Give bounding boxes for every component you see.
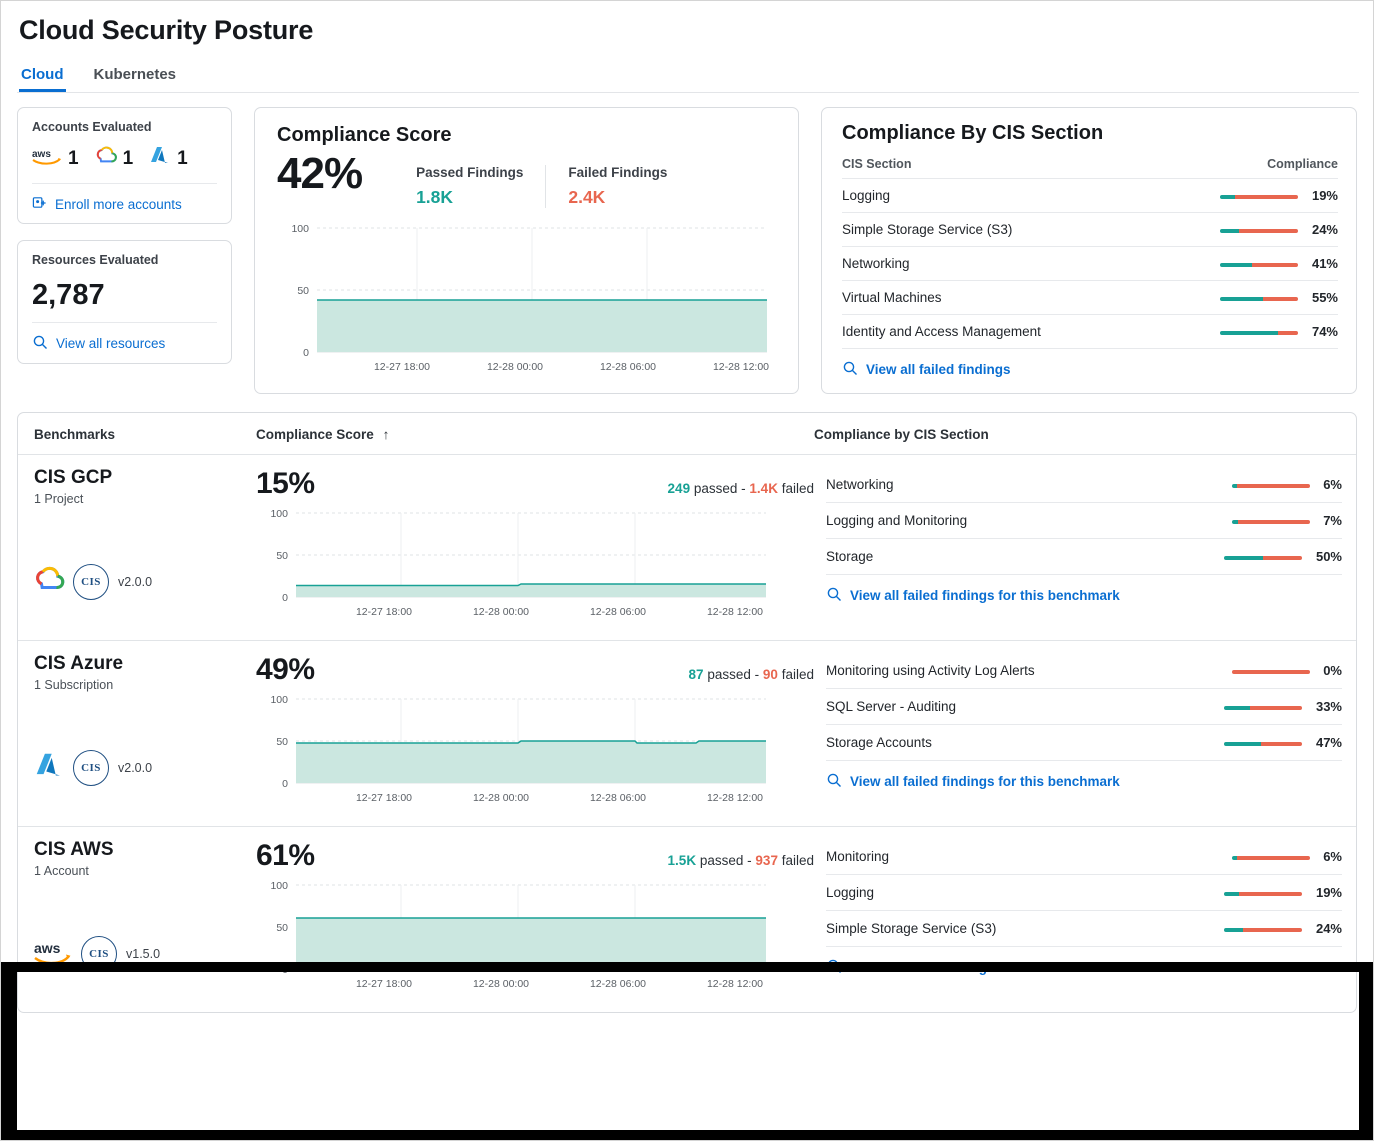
compliance-bar — [1224, 892, 1302, 896]
passed-findings-label: Passed Findings — [416, 165, 524, 180]
failed-count: 90 — [762, 667, 778, 682]
passed-count: 87 — [688, 667, 704, 682]
svg-text:100: 100 — [291, 223, 309, 235]
screen-edge-left — [1, 962, 17, 1140]
benchmark-cis-table — [826, 653, 1342, 761]
svg-text:12-28 00:00: 12-28 00:00 — [472, 606, 530, 618]
benchmark-cis-table — [826, 467, 1342, 575]
passed-count: 249 — [667, 481, 691, 496]
benchmark-trend-chart-azure — [256, 691, 776, 811]
sort-asc-icon[interactable]: ↑ — [382, 427, 390, 442]
accounts-evaluated-card — [17, 107, 232, 224]
view-all-failed-findings-link[interactable] — [842, 348, 1338, 385]
view-all-resources-label: View all resources — [56, 336, 166, 351]
cis-seal-icon: CIS — [73, 750, 109, 786]
failed-findings-value: 2.4K — [568, 187, 606, 207]
cis-seal-icon: CIS — [81, 936, 117, 972]
cis-section-value: 6% — [1323, 477, 1342, 492]
view-failed-findings-benchmark-label: View all failed findings for this benchmark — [850, 588, 1120, 603]
benchmark-percent: 61% — [256, 839, 315, 872]
passed-word: passed — [699, 853, 744, 868]
compliance-bar — [1220, 229, 1298, 233]
cis-section-name: Logging — [842, 179, 1154, 213]
tab-kubernetes[interactable]: Kubernetes — [93, 66, 177, 83]
view-failed-findings-benchmark-link[interactable] — [826, 575, 1342, 611]
svg-text:12-28 12:00: 12-28 12:00 — [706, 792, 764, 804]
cis-section-name: Storage — [826, 539, 1107, 575]
failed-count: 937 — [755, 853, 778, 868]
table-row — [842, 213, 1338, 247]
benchmark-info — [34, 653, 256, 816]
cis-section-value: 24% — [1315, 921, 1342, 936]
compliance-bar — [1232, 484, 1310, 488]
cis-section-value: 19% — [1311, 188, 1338, 203]
compliance-bar — [1224, 706, 1302, 710]
cis-section-table — [842, 157, 1338, 348]
svg-text:50: 50 — [276, 922, 288, 934]
svg-text:12-28 00:00: 12-28 00:00 — [486, 361, 544, 373]
benchmark-name: CIS AWS — [34, 839, 114, 860]
failed-count: 1.4K — [749, 481, 778, 496]
cis-section-value: 24% — [1311, 222, 1338, 237]
benchmark-scope: 1 Subscription — [34, 678, 114, 692]
benchmark-score — [256, 653, 814, 816]
svg-text:50: 50 — [276, 736, 288, 748]
table-row — [826, 503, 1342, 539]
summary-row — [1, 93, 1373, 394]
tab-bar — [17, 60, 1359, 93]
table-row — [842, 281, 1338, 315]
screen-edge-top-strip — [1, 962, 1374, 972]
benchmark-version: v2.0.0 — [118, 761, 153, 775]
compliance-score-card — [254, 107, 799, 394]
benchmark-logos — [34, 564, 256, 600]
cis-section-name: Logging and Monitoring — [826, 503, 1107, 539]
svg-text:12-28 06:00: 12-28 06:00 — [589, 606, 647, 618]
table-row — [842, 179, 1338, 213]
benchmark-row-azure — [18, 641, 1356, 827]
cis-section-name: Logging — [826, 875, 1131, 911]
table-row — [842, 247, 1338, 281]
cis-section-name: SQL Server - Auditing — [826, 689, 1156, 725]
compliance-score-chart — [277, 218, 778, 378]
search-icon — [842, 360, 858, 379]
benchmark-logos — [34, 750, 256, 786]
cis-section-value: 33% — [1315, 699, 1342, 714]
cis-section-col-header: CIS Section — [842, 157, 912, 171]
compliance-bar — [1220, 263, 1298, 267]
failed-word: failed — [781, 481, 814, 496]
search-icon — [32, 334, 48, 353]
cis-section-value: 55% — [1311, 290, 1338, 305]
compliance-score-value: 42% — [277, 149, 363, 198]
svg-text:12-28 12:00: 12-28 12:00 — [706, 606, 764, 618]
cis-section-name: Simple Storage Service (S3) — [826, 911, 1131, 947]
compliance-bar — [1232, 520, 1310, 524]
passed-word: passed — [693, 481, 738, 496]
compliance-by-cis-section-card — [821, 107, 1357, 394]
provider-gcp — [95, 147, 134, 170]
svg-text:12-28 12:00: 12-28 12:00 — [712, 361, 770, 373]
compliance-score-col-header[interactable]: Compliance Score ↑ — [256, 427, 390, 442]
svg-text:12-27 18:00: 12-27 18:00 — [373, 361, 431, 373]
cis-section-value: 50% — [1315, 549, 1342, 564]
svg-text:12-28 00:00: 12-28 00:00 — [472, 792, 530, 804]
benchmarks-col-header: Benchmarks — [34, 427, 116, 442]
cis-section-value: 7% — [1323, 513, 1342, 528]
compliance-score-title: Compliance Score — [277, 124, 452, 146]
svg-text:12-28 06:00: 12-28 06:00 — [599, 361, 657, 373]
benchmark-scope: 1 Account — [34, 864, 89, 878]
benchmark-version: v2.0.0 — [118, 575, 153, 589]
compliance-bar — [1224, 928, 1302, 932]
benchmark-pass-fail — [668, 481, 814, 496]
accounts-evaluated-title: Accounts Evaluated — [32, 120, 152, 134]
table-row — [826, 875, 1342, 911]
cis-section-name: Simple Storage Service (S3) — [842, 213, 1154, 247]
failed-word: failed — [781, 667, 814, 682]
azure-logo-icon — [149, 146, 171, 171]
table-row — [842, 315, 1338, 349]
svg-text:0: 0 — [303, 347, 309, 359]
svg-text:100: 100 — [270, 880, 288, 892]
table-row — [826, 689, 1342, 725]
svg-text:0: 0 — [282, 592, 288, 604]
view-failed-findings-benchmark-link[interactable] — [826, 761, 1342, 797]
benchmark-name: CIS GCP — [34, 467, 113, 488]
compliance-bar — [1224, 742, 1302, 746]
benchmarks-panel — [17, 412, 1357, 1013]
compliance-by-cis-col-header: Compliance by CIS Section — [814, 427, 989, 442]
table-row — [826, 911, 1342, 947]
passed-word: passed — [707, 667, 751, 682]
benchmark-trend-chart-gcp — [256, 505, 776, 625]
benchmark-info — [34, 839, 256, 1002]
benchmark-pass-fail — [668, 853, 814, 868]
benchmark-trend-chart-aws — [256, 877, 776, 997]
screen-edge-bottom — [1, 1130, 1374, 1140]
separator-dash: - — [741, 481, 746, 496]
svg-text:aws: aws — [32, 149, 51, 160]
cis-section-value: 6% — [1323, 849, 1342, 864]
page-title: Cloud Security Posture — [19, 15, 314, 45]
aws-logo-icon — [32, 147, 62, 170]
resources-evaluated-title: Resources Evaluated — [32, 253, 159, 267]
cis-section-value: 41% — [1311, 256, 1338, 271]
search-icon — [826, 586, 842, 605]
screen-edge-right — [1359, 962, 1373, 1140]
benchmark-cis-table — [826, 839, 1342, 947]
cis-section-value: 19% — [1315, 885, 1342, 900]
svg-text:12-27 18:00: 12-27 18:00 — [355, 978, 413, 990]
failed-findings-label: Failed Findings — [568, 165, 668, 180]
benchmark-name: CIS Azure — [34, 653, 124, 674]
compliance-score-head — [277, 149, 778, 208]
benchmark-row-aws — [18, 827, 1356, 1012]
benchmark-pass-fail — [689, 667, 814, 682]
svg-text:50: 50 — [276, 550, 288, 562]
enroll-icon — [32, 195, 47, 213]
enroll-more-accounts-label: Enroll more accounts — [55, 196, 182, 212]
passed-findings — [394, 165, 545, 208]
cis-section-value: 47% — [1315, 735, 1342, 750]
svg-text:50: 50 — [297, 285, 309, 297]
benchmarks-header — [18, 413, 1356, 455]
provider-counts — [32, 146, 217, 184]
cis-section-name: Storage Accounts — [826, 725, 1156, 761]
gcp-logo-icon — [34, 567, 64, 598]
cis-section-title: Compliance By CIS Section — [842, 122, 1104, 144]
failed-word: failed — [781, 853, 814, 868]
gcp-logo-icon — [95, 147, 117, 170]
cis-section-value: 74% — [1311, 324, 1338, 339]
cis-section-name: Monitoring — [826, 839, 1131, 875]
resources-evaluated-value: 2,787 — [32, 279, 217, 323]
svg-text:12-27 18:00: 12-27 18:00 — [355, 606, 413, 618]
view-all-resources-link[interactable] — [32, 334, 217, 353]
compliance-bar — [1220, 195, 1298, 199]
cis-section-name: Monitoring using Activity Log Alerts — [826, 653, 1156, 689]
azure-logo-icon — [34, 752, 64, 785]
resources-evaluated-card — [17, 240, 232, 364]
compliance-trend-area-chart — [277, 218, 777, 378]
svg-text:12-28 06:00: 12-28 06:00 — [589, 978, 647, 990]
benchmark-version: v1.5.0 — [126, 947, 161, 961]
separator-dash: - — [754, 667, 760, 682]
svg-text:12-27 18:00: 12-27 18:00 — [355, 792, 413, 804]
cis-seal-icon: CIS — [73, 564, 109, 600]
benchmark-info — [34, 467, 256, 630]
passed-findings-value: 1.8K — [416, 187, 454, 207]
cis-section-table-header — [842, 157, 1338, 179]
table-row — [826, 839, 1342, 875]
benchmark-cis-sections — [814, 839, 1342, 1002]
provider-aws — [32, 147, 79, 170]
benchmark-score — [256, 467, 814, 630]
compliance-bar — [1232, 670, 1310, 674]
enroll-more-accounts-link[interactable] — [32, 195, 217, 213]
cis-section-name: Networking — [842, 247, 1154, 281]
azure-count: 1 — [177, 147, 188, 169]
failed-findings — [545, 165, 689, 208]
cis-section-name: Virtual Machines — [842, 281, 1154, 315]
svg-text:100: 100 — [270, 694, 288, 706]
gcp-count: 1 — [122, 147, 134, 169]
separator-dash: - — [747, 853, 752, 868]
provider-azure — [149, 146, 188, 171]
benchmark-row-gcp — [18, 455, 1356, 641]
svg-text:12-28 06:00: 12-28 06:00 — [589, 792, 647, 804]
view-all-failed-findings-label: View all failed findings — [866, 362, 1011, 377]
svg-text:aws: aws — [34, 939, 61, 956]
passed-count: 1.5K — [667, 853, 697, 868]
summary-left-column — [17, 107, 232, 394]
compliance-bar — [1232, 856, 1310, 860]
aws-count: 1 — [68, 147, 79, 169]
svg-text:12-28 12:00: 12-28 12:00 — [706, 978, 764, 990]
cis-section-name: Identity and Access Management — [842, 315, 1154, 349]
benchmark-cis-sections — [814, 467, 1342, 630]
benchmark-score — [256, 839, 814, 1002]
compliance-bar — [1220, 331, 1298, 335]
tab-cloud[interactable]: Cloud — [19, 60, 66, 92]
view-failed-findings-benchmark-label: View all failed findings for this benchmark — [850, 774, 1120, 789]
findings-group — [394, 165, 689, 208]
benchmark-percent: 15% — [256, 467, 315, 500]
cis-section-value: 0% — [1323, 663, 1342, 678]
compliance-col-header: Compliance — [1267, 157, 1338, 171]
compliance-bar — [1220, 297, 1298, 301]
table-row — [826, 653, 1342, 689]
search-icon — [826, 772, 842, 791]
svg-text:100: 100 — [270, 508, 288, 520]
svg-text:0: 0 — [282, 778, 288, 790]
table-row — [826, 539, 1342, 575]
table-row — [826, 725, 1342, 761]
cis-section-name: Networking — [826, 467, 1107, 503]
benchmark-cis-sections — [814, 653, 1342, 816]
benchmark-percent: 49% — [256, 653, 315, 686]
table-row — [826, 467, 1342, 503]
benchmark-scope: 1 Project — [34, 492, 84, 506]
compliance-bar — [1224, 556, 1302, 560]
svg-text:12-28 00:00: 12-28 00:00 — [472, 978, 530, 990]
